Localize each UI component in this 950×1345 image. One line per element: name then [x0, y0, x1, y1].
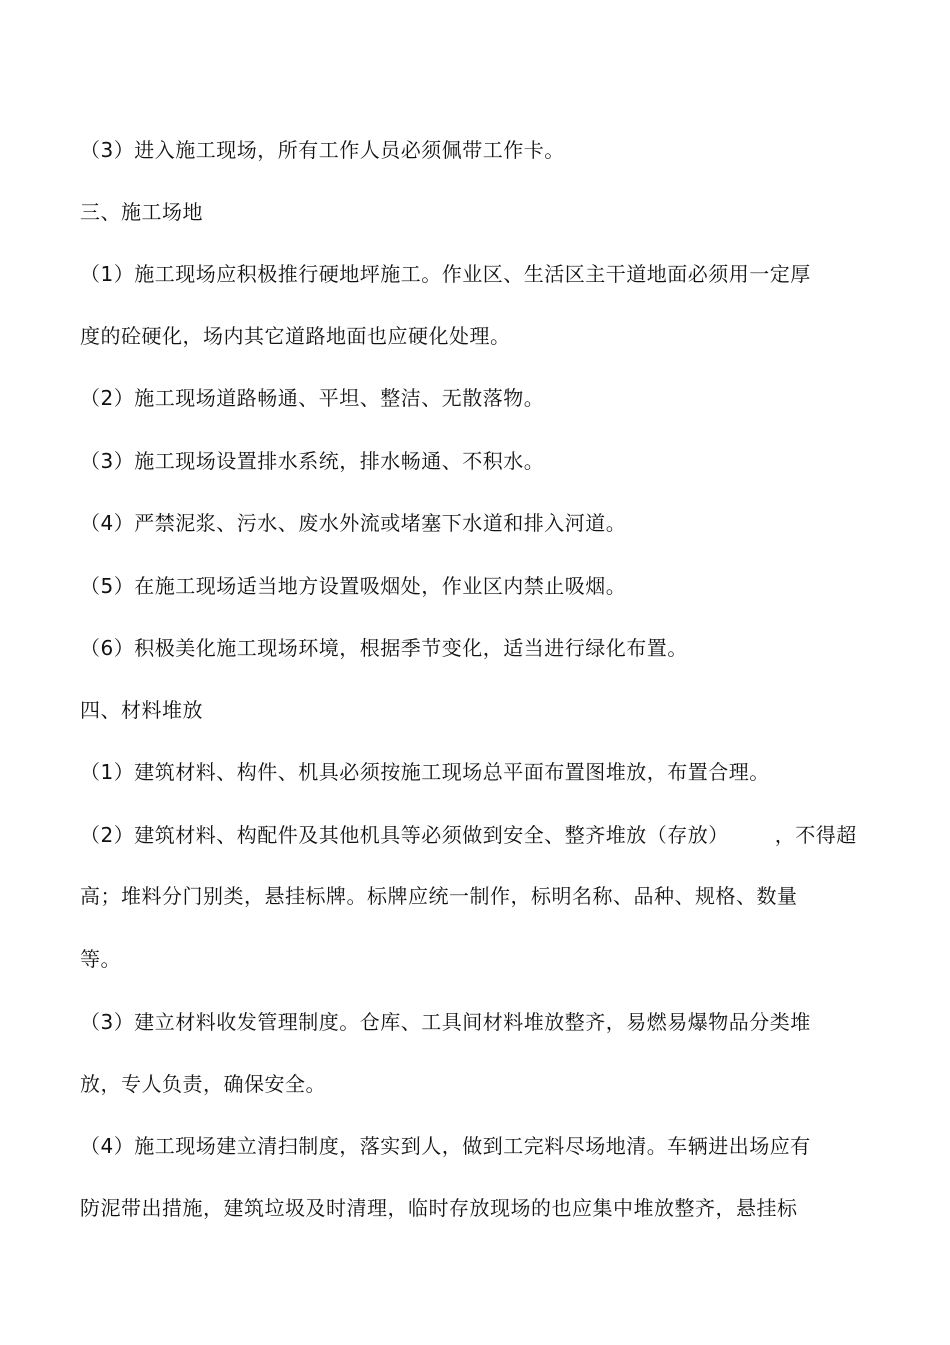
- paragraph-text-part: ，不得超: [774, 823, 857, 847]
- paragraph-line: （6）积极美化施工现场环境，根据季节变化，适当进行绿化布置。: [80, 636, 688, 660]
- section-heading: 四、材料堆放: [80, 698, 203, 722]
- section-heading: 三、施工场地: [80, 200, 203, 224]
- paragraph-line: 放，专人负责，确保安全。: [80, 1072, 326, 1096]
- paragraph-line: （4）严禁泥浆、污水、废水外流或堵塞下水道和排入河道。: [80, 511, 627, 535]
- paragraph-line: 度的砼硬化，场内其它道路地面也应硬化处理。: [80, 324, 511, 348]
- paragraph-line: （1）建筑材料、构件、机具必须按施工现场总平面布置图堆放，布置合理。: [80, 760, 770, 784]
- paragraph-line: （3）建立材料收发管理制度。仓库、工具间材料堆放整齐，易燃易爆物品分类堆: [80, 1010, 811, 1034]
- paragraph-line: （4）施工现场建立清扫制度，落实到人，做到工完料尽场地清。车辆进出场应有: [80, 1134, 811, 1158]
- paragraph-line: （1）施工现场应积极推行硬地坪施工。作业区、生活区主干道地面必须用一定厚: [80, 262, 811, 286]
- paragraph-line: 高；堆料分门别类，悬挂标牌。标牌应统一制作，标明名称、品种、规格、数量: [80, 884, 798, 908]
- paragraph-line: （5）在施工现场适当地方设置吸烟处，作业区内禁止吸烟。: [80, 574, 627, 598]
- paragraph-line: （3）施工现场设置排水系统，排水畅通、不积水。: [80, 449, 545, 473]
- paragraph-line: 防泥带出措施，建筑垃圾及时清理，临时存放现场的也应集中堆放整齐，悬挂标: [80, 1196, 798, 1220]
- paragraph-line: [80, 821, 857, 849]
- paragraph-text-part: （2）建筑材料、构配件及其他机具等必须做到安全、整齐堆放（存放）: [80, 823, 729, 847]
- paragraph-line: （3）进入施工现场，所有工作人员必须佩带工作卡。: [80, 138, 565, 162]
- paragraph-line: （2）施工现场道路畅通、平坦、整洁、无散落物。: [80, 386, 545, 410]
- paragraph-line: 等。: [80, 947, 121, 971]
